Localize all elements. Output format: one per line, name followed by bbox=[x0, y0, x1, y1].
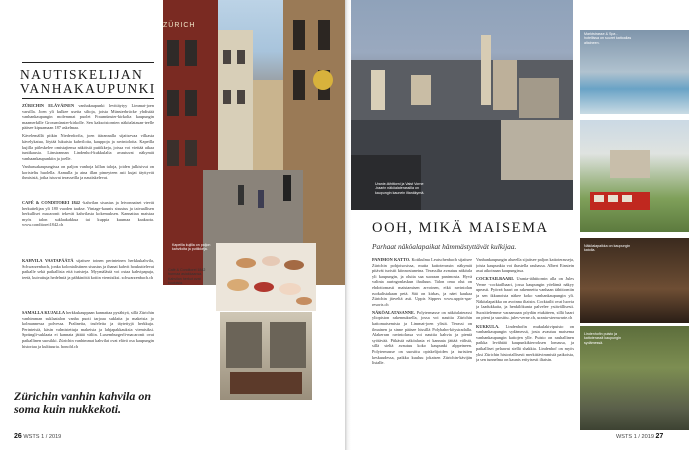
caption-lindenhof-photo: Lindenhofin puisto ja kattoterassit kaupungin sydämessä. bbox=[584, 332, 621, 345]
cafe-paragraph-2: KAHVILA VASTAPÄÄTÄ sijaitsee toinen perinteinen herkkukahvila, Schwarzenbach, jonka kolonialistinen sisustus ja ihanat kahvit houkuttelevat paikalle sekä paikallisia että turisteja. Myymälästä voi ostaa kahvipapuja, teetä, kuivattuja hedelmiä ja pähkinöitä kotiin viemisiksi. schwarzenbach.ch bbox=[22, 258, 154, 280]
cafe-paragraph-1: CAFÉ & CONDITOREI 1842 -kahvilan sisustus ja leivonnaiset vievät herkuttelijan yli 180 vuoden taakse. Vintage-kaunis sisustus ja taivaallisen herkulliset macaronit tekevät kahvilasta kokemuksen. Kannattaa maistaa myös talon suklaakakkua tai kuppia kuumaa kaakaota. www.conditorei1842.ch bbox=[22, 200, 154, 228]
left-headline-line1: NAUTISKELIJAN bbox=[20, 67, 144, 82]
right-headline: OOH, MIKÄ MAISEMA bbox=[372, 220, 549, 236]
spa-pool-photo bbox=[580, 30, 689, 114]
right-page-number: 27 bbox=[655, 433, 664, 440]
right-magazine-issue: WSTS 1 / 2019 bbox=[616, 434, 654, 440]
right-page-footer bbox=[616, 433, 663, 440]
cafe-paragraph-3: SAMALLA KUJALLA herkkukauppaan kannattaa pysähtyä, sillä Zürichin vanhimman suklaatalon vanha puoti tarjoaa suklaita ja makeisia jo kolmannessa polvessa. Pralineita, trufeleita ja täytettyjä herkkuja. Perinteisiä, käsin valmistettuja makeisia ja lahjapakkauksia viemisiksi. Sprüngli-suklaata ei kannata jättää väliin. Luxemburgerli-macaronit ovat paikallinen suosikki. Zürichin vanhimmat kahvilat ovat elävä osa kaupungin historiaa ja kulttuuria. honold.ch bbox=[22, 310, 154, 349]
intro-body: vanhakaupunki levittäytyy Limmat-joen varsilla. Joen yli kulkee useita siltoja, joista Münsterbrücke yhdistää vanhankaupungin molemmat puolet Fraumünster-kirkolta kaupungin maamerkille Grossmünster-kirkolle. Sen kaksoistornien näköalatasan-teelle pääsee kipuamaan 187 askelmaa. bbox=[22, 103, 154, 131]
funicular-graphic bbox=[580, 120, 689, 232]
right-column-2: Vanhankaupungin alueella sijaitsee paljon kattoterasseja, joista kaupunkia voi ihastella rauhassa. Albert Einstein asui aikoinaan kaupungissa. COCKTAILBAARI. Urania-tähtitornin alla on Jules Verne -cocktailbaari, jossa kaupungin yöelämä näkyy upeasti. Pyöreä baari on rakennettu vanhaan tähtitorniin ja sen ikkunoista näkee koko vanhankaupungin yli. Näköalapaikka on avoinna iltaisin. Cocktailit ovat luovia ja laadukkaita, ja henkilökunta palvelee ystävällisesti. Suosittelemme varaamaan pöydän etukäteen, sillä baari on pieni ja suosittu. jules-verne.ch, urania-sternwarte.ch KUKKULA. Lindenhofin mukulakivipuisto on vanhankaupungin sydämessä, josta avautuu maisema vanhankaupungin kattojen ylle. Puisto on rauhallinen paikka levähtää kaupunkikierroksen lomassa, ja paikalliset pelaavat siellä shakkia. Lindenhof on myös yksi Zürichin historiallisesti merkittävimmistä paikoista, ja sen tunnelma on kaunis erityisesti iltaisin. bbox=[476, 257, 574, 363]
caption-city-photo: Uranie-tähtitorni ja Vaist Vorne -baarin näköalaterassilla on kaupungin kaunein iltanäkymä. bbox=[375, 182, 425, 195]
left-page bbox=[0, 0, 345, 450]
pastry-display-graphic bbox=[216, 243, 316, 311]
funicular-photo bbox=[580, 120, 689, 232]
left-headline-line2: VANHAKAUPUNKI bbox=[20, 81, 156, 96]
right-page bbox=[351, 0, 696, 450]
intro-body2: Kävelemällä pitkin Niederdorfia, joen itärannalla sijaitsevaa vilkasta kävelykatua, löytää lukuisia kahviloita, kauppoja ja ravintoloita. Kapeilla kujilla piileskelee omistajiensa näköisiä putiikkeja, joissa voi viettää aikaa tuntikausia. Länsirannan Lindenhof-kukkulalta avautuvat näkymät vanhaankaupunkiin ja joelle. bbox=[22, 133, 154, 161]
zurich-sign: ZÜRICH bbox=[163, 22, 196, 29]
intro-lead: ZÜRICHIN ELÄVÄINEN bbox=[22, 103, 75, 108]
headline-rule-top bbox=[22, 62, 154, 63]
left-headline bbox=[20, 68, 155, 96]
lindenhof-photo bbox=[580, 326, 689, 430]
caption-street-photo: Kapeilla kujilla on paljon kahviloita ja putiikkeja. bbox=[172, 243, 211, 252]
left-page-footer bbox=[14, 433, 61, 440]
caption-cafe-photo: Café & Conditorei 1842 hurmaa asiakkaansa. Kahvilan herkut ovat kuuluisia. bbox=[168, 268, 206, 286]
pull-quote: Zürichin vanhin kahvila on soma kuin nukkekoti. bbox=[14, 389, 152, 416]
cafe-exterior-photo bbox=[220, 312, 312, 400]
caption-bar-photo: Näköalapaikka on kaupungin katolla. bbox=[584, 244, 631, 253]
city-view-photo bbox=[351, 0, 573, 210]
left-page-number: 26 bbox=[14, 433, 22, 440]
intro-text bbox=[22, 103, 154, 195]
headline-rule-bottom bbox=[22, 98, 154, 99]
cafe-macarons-photo bbox=[216, 243, 316, 311]
city-skyline-graphic bbox=[351, 0, 573, 210]
right-column-1: PANIMON KATTO. Kotikulma Leutschenbach sijaitsee Zürichin pohjoisosissa, mutta kattoterassin näkymät pitävät turistit kiinnostuneina. Terassilta avautuu näköala yli kaupungin, ja oluita saa suoraan panimosta. Hyvä valinta auringonlaskun ihailuun. Talon oma olut on ehdottomasti maistamisen arvoinen, eikä ravintolan ruokalistakaan petä. Sää on kirkas, ja näet kaukaa Zürichin järveltä asti. Uppis Sippers www.uppis-spa-resorts.ch NÄKÖALATASANNE. Polytermasse on näköalaterassi yliopiston rakennuksella, jossa voi nauttia Zürichin kattomaisemista ja Limmat-joen ylistä. Terassi on ilmainen ja sinne pääsee hissillä Polybahn-köysiradalla. Alakerran ravintolassa voi nauttia kahvia ja pientä syötävää. Pitkästä näköalasta ei kannata jättää välistä, sillä sieltä avautuu koko kaupunki alppeineen. Polytermasse on suosittu opiskelijoiden ja turistien keskuudessa, paikka kuuluu jokaisen Zürichin-kävijän listalle. bbox=[372, 257, 472, 366]
caption-spa-photo: Marktstrasse & Spa -hotellissa on suuret kattoallas altaineen. bbox=[584, 32, 632, 45]
left-magazine-issue: WSTS 1 / 2019 bbox=[23, 434, 62, 440]
intro-body3: Vanhassakaupungissa on paljon vanhoja killan taloja, joiden julkisivut on koristeltu huolella. Aamulla ja aina illan pimeyteen asti kujat täyttyvät ihmisistä, jotka istuvat terasseilla ja nautiskelevat. bbox=[22, 163, 154, 181]
cafe-window-graphic bbox=[220, 312, 312, 400]
right-subheadline: Parhaat näköalapaikat hämmästyttävät kulkijaa. bbox=[372, 242, 517, 251]
